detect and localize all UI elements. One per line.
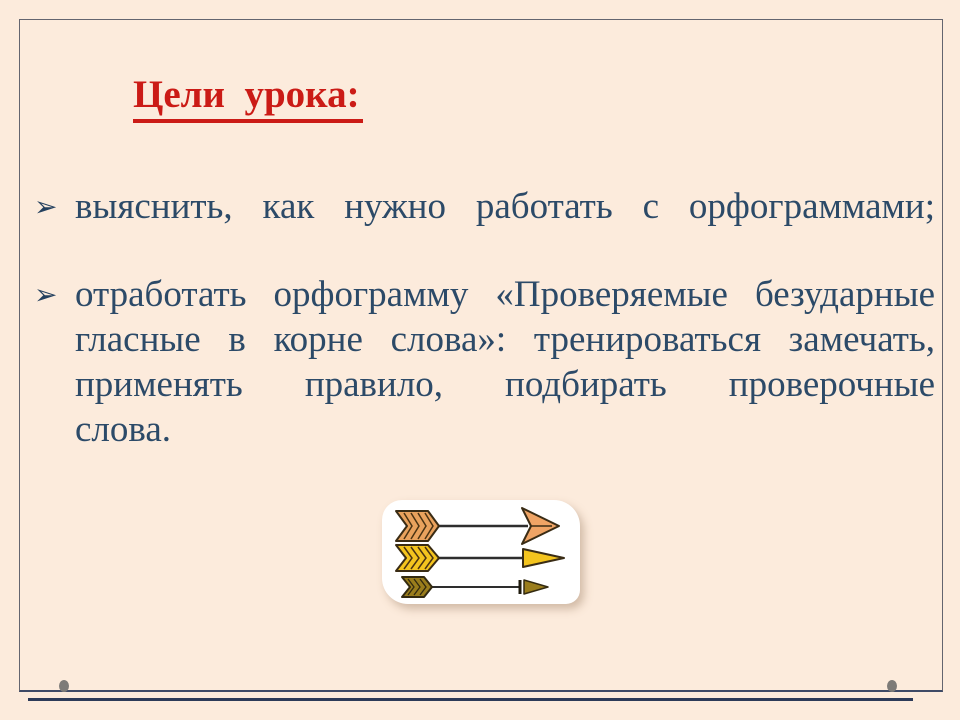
yellow-arrow: [396, 545, 564, 571]
olive-arrow: [402, 577, 548, 597]
footer-line: [28, 698, 913, 701]
bullet-1-line-1: выяснить, как нужно работать с орфограммами;: [75, 186, 935, 227]
three-arrows-illustration: [382, 500, 580, 604]
footer-dot-left: [59, 680, 69, 692]
orange-arrow: [396, 508, 559, 544]
bullet-2-line-4: слова.: [75, 409, 172, 450]
arrows-graphic: [382, 500, 580, 604]
bullet-item-2: [34, 272, 935, 452]
bullet-2-line-3: применять правило, подбирать проверочные: [75, 364, 935, 405]
bullet-2-line-1: отработать орфограмму «Проверяемые безударные: [75, 274, 935, 315]
footer-dot-right: [887, 680, 897, 692]
bullet-2-line-2: гласные в корне слова»: тренироваться замечать,: [75, 319, 935, 360]
arrow-bullet-icon: ➢: [34, 278, 58, 311]
bullet-item-1: [34, 184, 935, 229]
bullet-2-text: [75, 272, 935, 452]
slide-title: Цели урока:: [133, 74, 363, 123]
bullet-1-text: [75, 184, 935, 229]
arrow-bullet-icon: ➢: [34, 190, 58, 223]
